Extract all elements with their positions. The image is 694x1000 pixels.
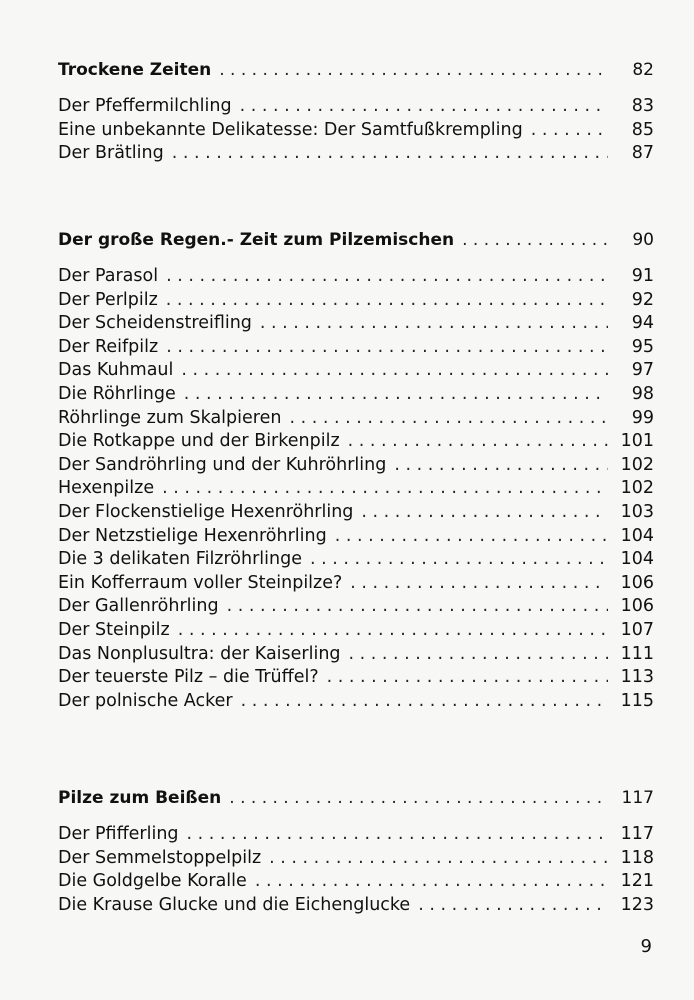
toc-entry	[58, 289, 654, 313]
toc-entry-title: Der Netzstielige Hexenröhrling	[58, 525, 327, 546]
dot-leader	[361, 501, 608, 525]
toc-entry-title: Der polnische Acker	[58, 690, 233, 711]
page-number: 9	[640, 936, 652, 957]
toc-entry-title: Hexenpilze	[58, 478, 155, 499]
toc-entry	[58, 501, 654, 525]
toc-entry	[58, 548, 654, 572]
dot-leader	[166, 336, 608, 360]
toc-entry	[58, 894, 654, 918]
toc-entry-title: Der Steinpilz	[58, 619, 170, 640]
toc-entry	[58, 643, 654, 667]
toc-entry-title: Der Gallenröhrling	[58, 596, 219, 617]
toc-entry-title: Der Scheidenstreifling	[58, 313, 252, 334]
toc-entry	[58, 407, 654, 431]
toc-heading-page: 90	[632, 230, 654, 250]
toc-entry-page: 83	[631, 96, 654, 116]
toc-entry-title: Der Semmelstoppelpilz	[58, 847, 262, 868]
toc-entry-title: Der Flockenstielige Hexenröhrling	[58, 501, 354, 522]
dot-leader	[227, 595, 608, 619]
toc-entry	[58, 119, 654, 143]
toc-heading	[58, 56, 654, 84]
dot-leader	[166, 289, 608, 313]
toc-entry	[58, 477, 654, 501]
toc-entry-page: 97	[631, 360, 654, 381]
toc-heading	[58, 784, 654, 812]
toc-entry-page: 95	[631, 336, 654, 357]
toc-entry	[58, 572, 654, 596]
toc-entry-title: Die Krause Glucke und die Eichenglucke	[58, 894, 411, 915]
dot-leader	[310, 548, 608, 572]
toc-entry	[58, 430, 654, 454]
toc-entry-page: 104	[620, 549, 654, 570]
toc-entry	[58, 95, 654, 119]
toc-entry-title: Der Pfifferling	[58, 824, 179, 844]
dot-leader	[219, 56, 608, 84]
toc-entry-page: 92	[631, 289, 654, 310]
dot-leader	[531, 119, 608, 143]
toc-heading-page: 82	[632, 60, 654, 80]
toc-entry-title: Der Pfeffermilchling	[58, 96, 232, 116]
toc-entry-page: 94	[631, 313, 654, 334]
dot-leader	[349, 643, 608, 667]
toc-entry-page: 104	[620, 525, 654, 546]
dot-leader	[394, 454, 608, 478]
toc-entry	[58, 666, 654, 690]
toc-heading-page: 117	[621, 788, 654, 808]
dot-leader	[418, 894, 608, 918]
dot-leader	[335, 525, 608, 549]
toc-heading-title: Pilze zum Beißen	[58, 788, 222, 808]
toc-section-der-grosse-regen	[58, 226, 654, 713]
toc-entry-page: 115	[620, 690, 654, 711]
dot-leader	[348, 430, 608, 454]
dot-leader	[260, 312, 608, 336]
toc-section-pilze-zum-beissen	[58, 784, 654, 917]
dot-leader	[255, 870, 608, 894]
dot-leader	[187, 823, 608, 847]
dot-leader	[327, 666, 608, 690]
toc-entry-title: Der Reifpilz	[58, 336, 159, 357]
toc-entry-page: 101	[620, 431, 654, 452]
dot-leader	[289, 407, 608, 431]
toc-entry-page: 98	[631, 383, 654, 404]
toc-entry-page: 113	[620, 667, 654, 688]
toc-entry	[58, 847, 654, 871]
toc-entry	[58, 359, 654, 383]
toc-entry	[58, 454, 654, 478]
toc-entry-page: 102	[620, 478, 654, 499]
dot-leader	[181, 359, 608, 383]
toc-entry-title: Die 3 delikaten Filzröhrlinge	[58, 549, 302, 570]
toc-entry-title: Der Sandröhrling und der Kuhröhrling	[58, 454, 387, 475]
toc-entry	[58, 336, 654, 360]
toc-entry	[58, 870, 654, 894]
toc-entry-title: Ein Kofferraum voller Steinpilze?	[58, 572, 343, 593]
toc-entry-page: 111	[620, 643, 654, 664]
toc-entry-page: 106	[620, 572, 654, 593]
toc-entry	[58, 619, 654, 643]
toc-entry-title: Die Rotkappe und der Birkenpilz	[58, 431, 340, 452]
toc-entry-page: 87	[631, 143, 654, 164]
toc-entry-page: 91	[631, 266, 654, 286]
toc-entry-page: 99	[631, 407, 654, 428]
toc-entry	[58, 595, 654, 619]
toc-entry	[58, 142, 654, 166]
toc-entry-page: 107	[620, 619, 654, 640]
dot-leader	[240, 95, 608, 119]
dot-leader	[269, 847, 608, 871]
toc-entry-title: Der Brätling	[58, 143, 164, 164]
toc-entry-title: Eine unbekannte Delikatesse: Der Samtfußkrempling	[58, 119, 523, 140]
toc-entry-page: 121	[620, 871, 654, 892]
toc-heading-title: Trockene Zeiten	[58, 60, 212, 80]
toc-entry-page: 123	[620, 894, 654, 915]
toc-entry-title: Der Perlpilz	[58, 289, 158, 310]
dot-leader	[462, 226, 608, 254]
toc-entry	[58, 312, 654, 336]
toc-entry	[58, 690, 654, 714]
toc-entry-title: Der Parasol	[58, 266, 159, 286]
toc-entry	[58, 383, 654, 407]
dot-leader	[229, 784, 608, 812]
toc-entry-title: Röhrlinge zum Skalpieren	[58, 407, 282, 428]
toc-entry-title: Die Goldgelbe Koralle	[58, 871, 247, 892]
toc-heading	[58, 226, 654, 254]
dot-leader	[162, 477, 608, 501]
toc-entry-title: Der teuerste Pilz – die Trüffel?	[58, 667, 319, 688]
toc-entry-page: 106	[620, 596, 654, 617]
dot-leader	[166, 265, 608, 289]
toc-entry	[58, 823, 654, 847]
toc-heading-title: Der große Regen.- Zeit zum Pilzemischen	[58, 230, 455, 250]
toc-entry-page: 103	[620, 501, 654, 522]
dot-leader	[184, 383, 608, 407]
toc-entry-page: 117	[620, 824, 654, 844]
toc-entry-title: Das Kuhmaul	[58, 360, 174, 381]
toc-entry	[58, 265, 654, 289]
toc-section-trockene-zeiten	[58, 56, 654, 166]
toc-entry-title: Das Nonplusultra: der Kaiserling	[58, 643, 341, 664]
dot-leader	[178, 619, 608, 643]
toc-entry-page: 118	[620, 847, 654, 868]
toc-entry-page: 102	[620, 454, 654, 475]
dot-leader	[350, 572, 608, 596]
toc-entry	[58, 525, 654, 549]
dot-leader	[241, 690, 608, 714]
dot-leader	[172, 142, 608, 166]
toc-entry-title: Die Röhrlinge	[58, 383, 176, 404]
toc-entry-page: 85	[631, 119, 654, 140]
